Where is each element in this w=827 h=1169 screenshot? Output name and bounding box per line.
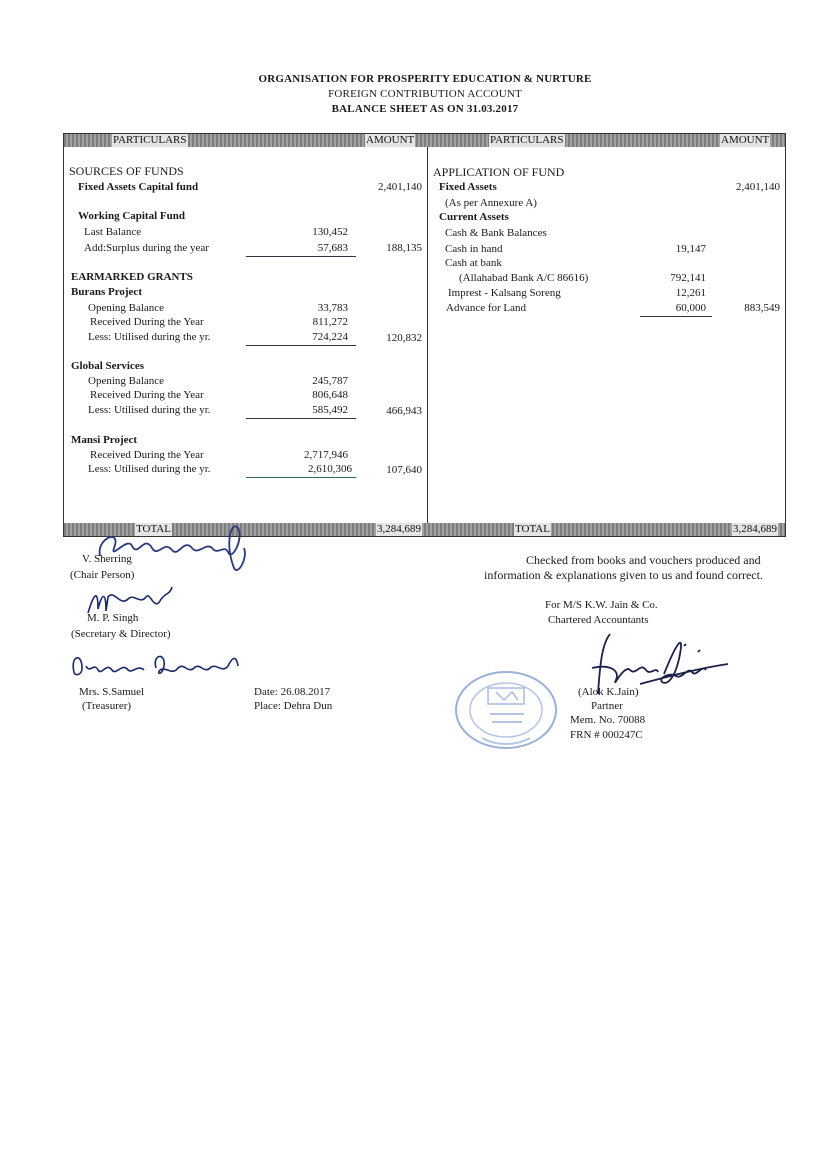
burans-utilised-label: Less: Utilised during the yr. bbox=[88, 331, 211, 343]
treasurer-role: (Treasurer) bbox=[82, 700, 132, 712]
fixed-assets-note: (As per Annexure A) bbox=[445, 197, 537, 209]
surplus-value: 57,683 bbox=[317, 242, 348, 254]
auditor-title: Chartered Accountants bbox=[548, 614, 649, 626]
auditor-note-line2: information & explanations given to us and found correct. bbox=[484, 568, 763, 582]
total-amount-left: 3,284,689 bbox=[377, 523, 421, 535]
global-opening-label: Opening Balance bbox=[88, 375, 165, 387]
sign-place: Place: Dehra Dun bbox=[254, 700, 333, 712]
chair-name: V. Sherring bbox=[82, 553, 132, 565]
mansi-utilised-value: 2,610,306 bbox=[308, 463, 352, 475]
col-particulars-left: PARTICULARS bbox=[113, 134, 187, 146]
last-balance-value: 130,452 bbox=[312, 226, 348, 238]
burans-opening-label: Opening Balance bbox=[88, 302, 165, 314]
global-opening-value: 245,787 bbox=[312, 375, 348, 387]
global-heading: Global Services bbox=[71, 360, 145, 372]
surplus-label: Add:Surplus during the year bbox=[84, 242, 209, 254]
allahabad-value: 792,141 bbox=[670, 272, 706, 284]
burans-underline bbox=[246, 345, 356, 346]
total-amount-right: 3,284,689 bbox=[733, 523, 777, 535]
chair-role: (Chair Person) bbox=[70, 569, 135, 581]
auditor-membership: Mem. No. 70088 bbox=[570, 714, 646, 726]
mansi-utilised-label: Less: Utilised during the yr. bbox=[88, 463, 211, 475]
account-title: FOREIGN CONTRIBUTION ACCOUNT bbox=[328, 88, 522, 100]
burans-total: 120,832 bbox=[386, 332, 422, 344]
current-assets-total: 883,549 bbox=[744, 302, 780, 314]
imprest-label: Imprest - Kalsang Soreng bbox=[448, 287, 561, 299]
total-label-right: TOTAL bbox=[515, 523, 550, 535]
burans-utilised-value: 724,224 bbox=[312, 331, 348, 343]
col-amount-left: AMOUNT bbox=[366, 134, 415, 146]
surplus-underline bbox=[246, 256, 356, 257]
treasurer-signature bbox=[68, 648, 248, 684]
auditor-name: (Alok K.Jain) bbox=[578, 686, 639, 698]
fixed-assets-total: 2,401,140 bbox=[736, 181, 780, 193]
auditor-frn: FRN # 000247C bbox=[570, 729, 643, 741]
global-received-label: Received During the Year bbox=[90, 389, 204, 401]
sheet-title: BALANCE SHEET AS ON 31.03.2017 bbox=[331, 103, 519, 115]
cash-in-hand-label: Cash in hand bbox=[445, 243, 503, 255]
current-assets-heading: Current Assets bbox=[439, 211, 509, 223]
secretary-name: M. P. Singh bbox=[87, 612, 139, 624]
cash-bank-heading: Cash & Bank Balances bbox=[445, 227, 547, 239]
burans-received-value: 811,272 bbox=[312, 316, 348, 328]
mansi-received-label: Received During the Year bbox=[90, 449, 204, 461]
mansi-underline bbox=[246, 477, 356, 478]
col-amount-right: AMOUNT bbox=[721, 134, 770, 146]
advance-label: Advance for Land bbox=[446, 302, 527, 314]
allahabad-label: (Allahabad Bank A/C 86616) bbox=[459, 272, 589, 284]
earmarked-heading: EARMARKED GRANTS bbox=[71, 271, 193, 283]
auditor-stamp bbox=[452, 666, 562, 756]
global-utilised-label: Less: Utilised during the yr. bbox=[88, 404, 211, 416]
working-capital-total: 188,135 bbox=[386, 242, 422, 254]
global-utilised-value: 585,492 bbox=[312, 404, 348, 416]
total-label-left: TOTAL bbox=[136, 523, 171, 535]
global-total: 466,943 bbox=[386, 405, 422, 417]
advance-value: 60,000 bbox=[675, 302, 706, 314]
auditor-role: Partner bbox=[591, 700, 623, 712]
cash-at-bank-label: Cash at bank bbox=[445, 257, 502, 269]
column-header-bar bbox=[64, 134, 785, 147]
global-received-value: 806,648 bbox=[312, 389, 348, 401]
global-underline bbox=[246, 418, 356, 419]
cash-in-hand-value: 19,147 bbox=[675, 243, 706, 255]
sources-heading: SOURCES OF FUNDS bbox=[69, 164, 184, 178]
sign-date: Date: 26.08.2017 bbox=[254, 686, 331, 698]
treasurer-name: Mrs. S.Samuel bbox=[79, 686, 145, 698]
fixed-assets-capital-total: 2,401,140 bbox=[378, 181, 422, 193]
imprest-value: 12,261 bbox=[675, 287, 706, 299]
application-heading: APPLICATION OF FUND bbox=[433, 165, 565, 179]
burans-heading: Burans Project bbox=[71, 286, 142, 298]
advance-underline bbox=[640, 316, 712, 317]
org-title: ORGANISATION FOR PROSPERITY EDUCATION & NURTURE bbox=[258, 73, 592, 85]
column-divider bbox=[427, 134, 428, 535]
mansi-heading: Mansi Project bbox=[71, 434, 138, 446]
fixed-assets-capital-label: Fixed Assets Capital fund bbox=[78, 181, 199, 193]
secretary-role: (Secretary & Director) bbox=[71, 628, 171, 640]
burans-opening-value: 33,783 bbox=[317, 302, 348, 314]
mansi-received-value: 2,717,946 bbox=[304, 449, 348, 461]
auditor-firm: For M/S K.W. Jain & Co. bbox=[545, 599, 658, 611]
col-particulars-right: PARTICULARS bbox=[490, 134, 564, 146]
working-capital-heading: Working Capital Fund bbox=[78, 210, 185, 222]
last-balance-label: Last Balance bbox=[84, 226, 142, 238]
mansi-total: 107,640 bbox=[386, 464, 422, 476]
fixed-assets-label: Fixed Assets bbox=[439, 181, 497, 193]
auditor-note-line1: Checked from books and vouchers produced and bbox=[526, 553, 761, 567]
burans-received-label: Received During the Year bbox=[90, 316, 204, 328]
